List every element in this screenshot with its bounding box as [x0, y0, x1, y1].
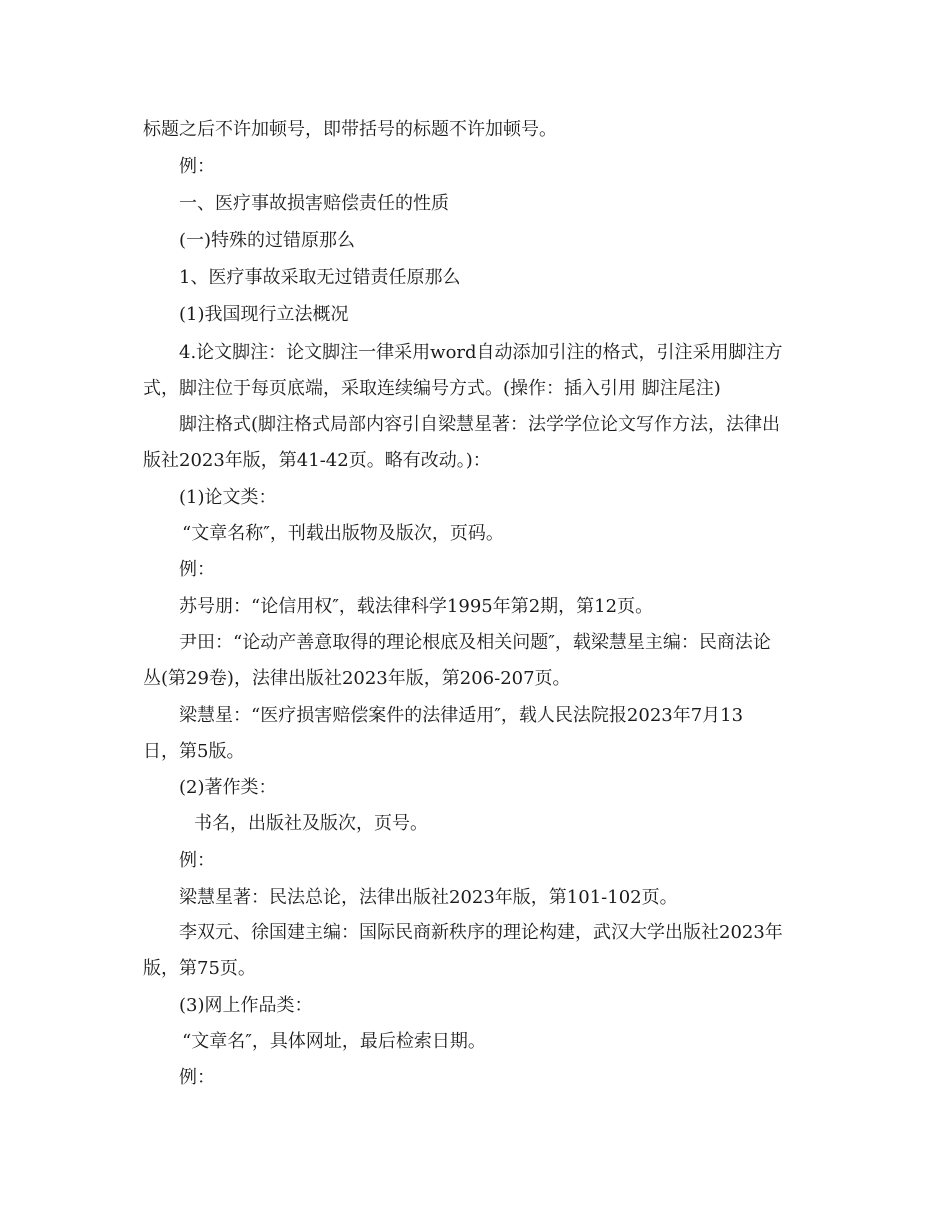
heading-level-3-example: 1、医疗事故采取无过错责任原那么	[179, 267, 461, 288]
heading-level-1-example: 一、医疗事故损害赔偿责任的性质	[179, 193, 449, 214]
paragraph-line: 4.论文脚注：论文脚注一律采用word自动添加引注的格式，引注采用脚注方	[179, 342, 783, 363]
citation-example-continued: 版，第75页。	[143, 958, 256, 979]
heading-level-2-example: (一)特殊的过错原那么	[179, 230, 356, 251]
paragraph-line: 脚注格式(脚注格式局部内容引自梁慧星著：法学学位论文写作方法，法律出	[179, 414, 781, 435]
section-label-books: (2)著作类：	[179, 777, 277, 798]
citation-example: 李双元、徐国建主编：国际民商新秩序的理论构建，武汉大学出版社2023年	[179, 922, 783, 943]
format-template-books: 书名，出版社及版次，页号。	[194, 813, 428, 834]
paragraph-line: 标题之后不许加顿号，即带括号的标题不许加顿号。	[143, 119, 557, 140]
format-template-papers: “文章名称″，刊载出版物及版次，页码。	[182, 523, 504, 544]
citation-example: 苏号朋：“论信用权″，载法律科学1995年第2期，第12页。	[179, 596, 654, 617]
paragraph-line: 版社2023年版，第41-42页。略有改动。)：	[143, 450, 491, 471]
example-label: 例：	[179, 1067, 215, 1088]
paragraph-line: 式，脚注位于每页底端，采取连续编号方式。(操作：插入引用 脚注尾注)	[143, 378, 721, 399]
format-template-online: “文章名″，具体网址，最后检索日期。	[182, 1031, 486, 1052]
citation-example: 尹田：“论动产善意取得的理论根底及相关问题″，载梁慧星主编：民商法论	[179, 632, 771, 653]
citation-example-continued: 日，第5版。	[143, 741, 245, 762]
section-label-papers: (1)论文类：	[179, 487, 277, 508]
heading-level-4-example: (1)我国现行立法概况	[179, 304, 349, 325]
section-label-online: (3)网上作品类：	[179, 995, 313, 1016]
citation-example: 梁慧星著：民法总论，法律出版社2023年版，第101-102页。	[179, 887, 678, 908]
citation-example: 梁慧星：“医疗损害赔偿案件的法律适用″，载人民法院报2023年7月13	[179, 705, 744, 726]
example-label: 例：	[179, 156, 215, 177]
example-label: 例：	[179, 559, 215, 580]
example-label: 例：	[179, 850, 215, 871]
citation-example-continued: 丛(第29卷)，法律出版社2023年版，第206-207页。	[143, 668, 571, 689]
